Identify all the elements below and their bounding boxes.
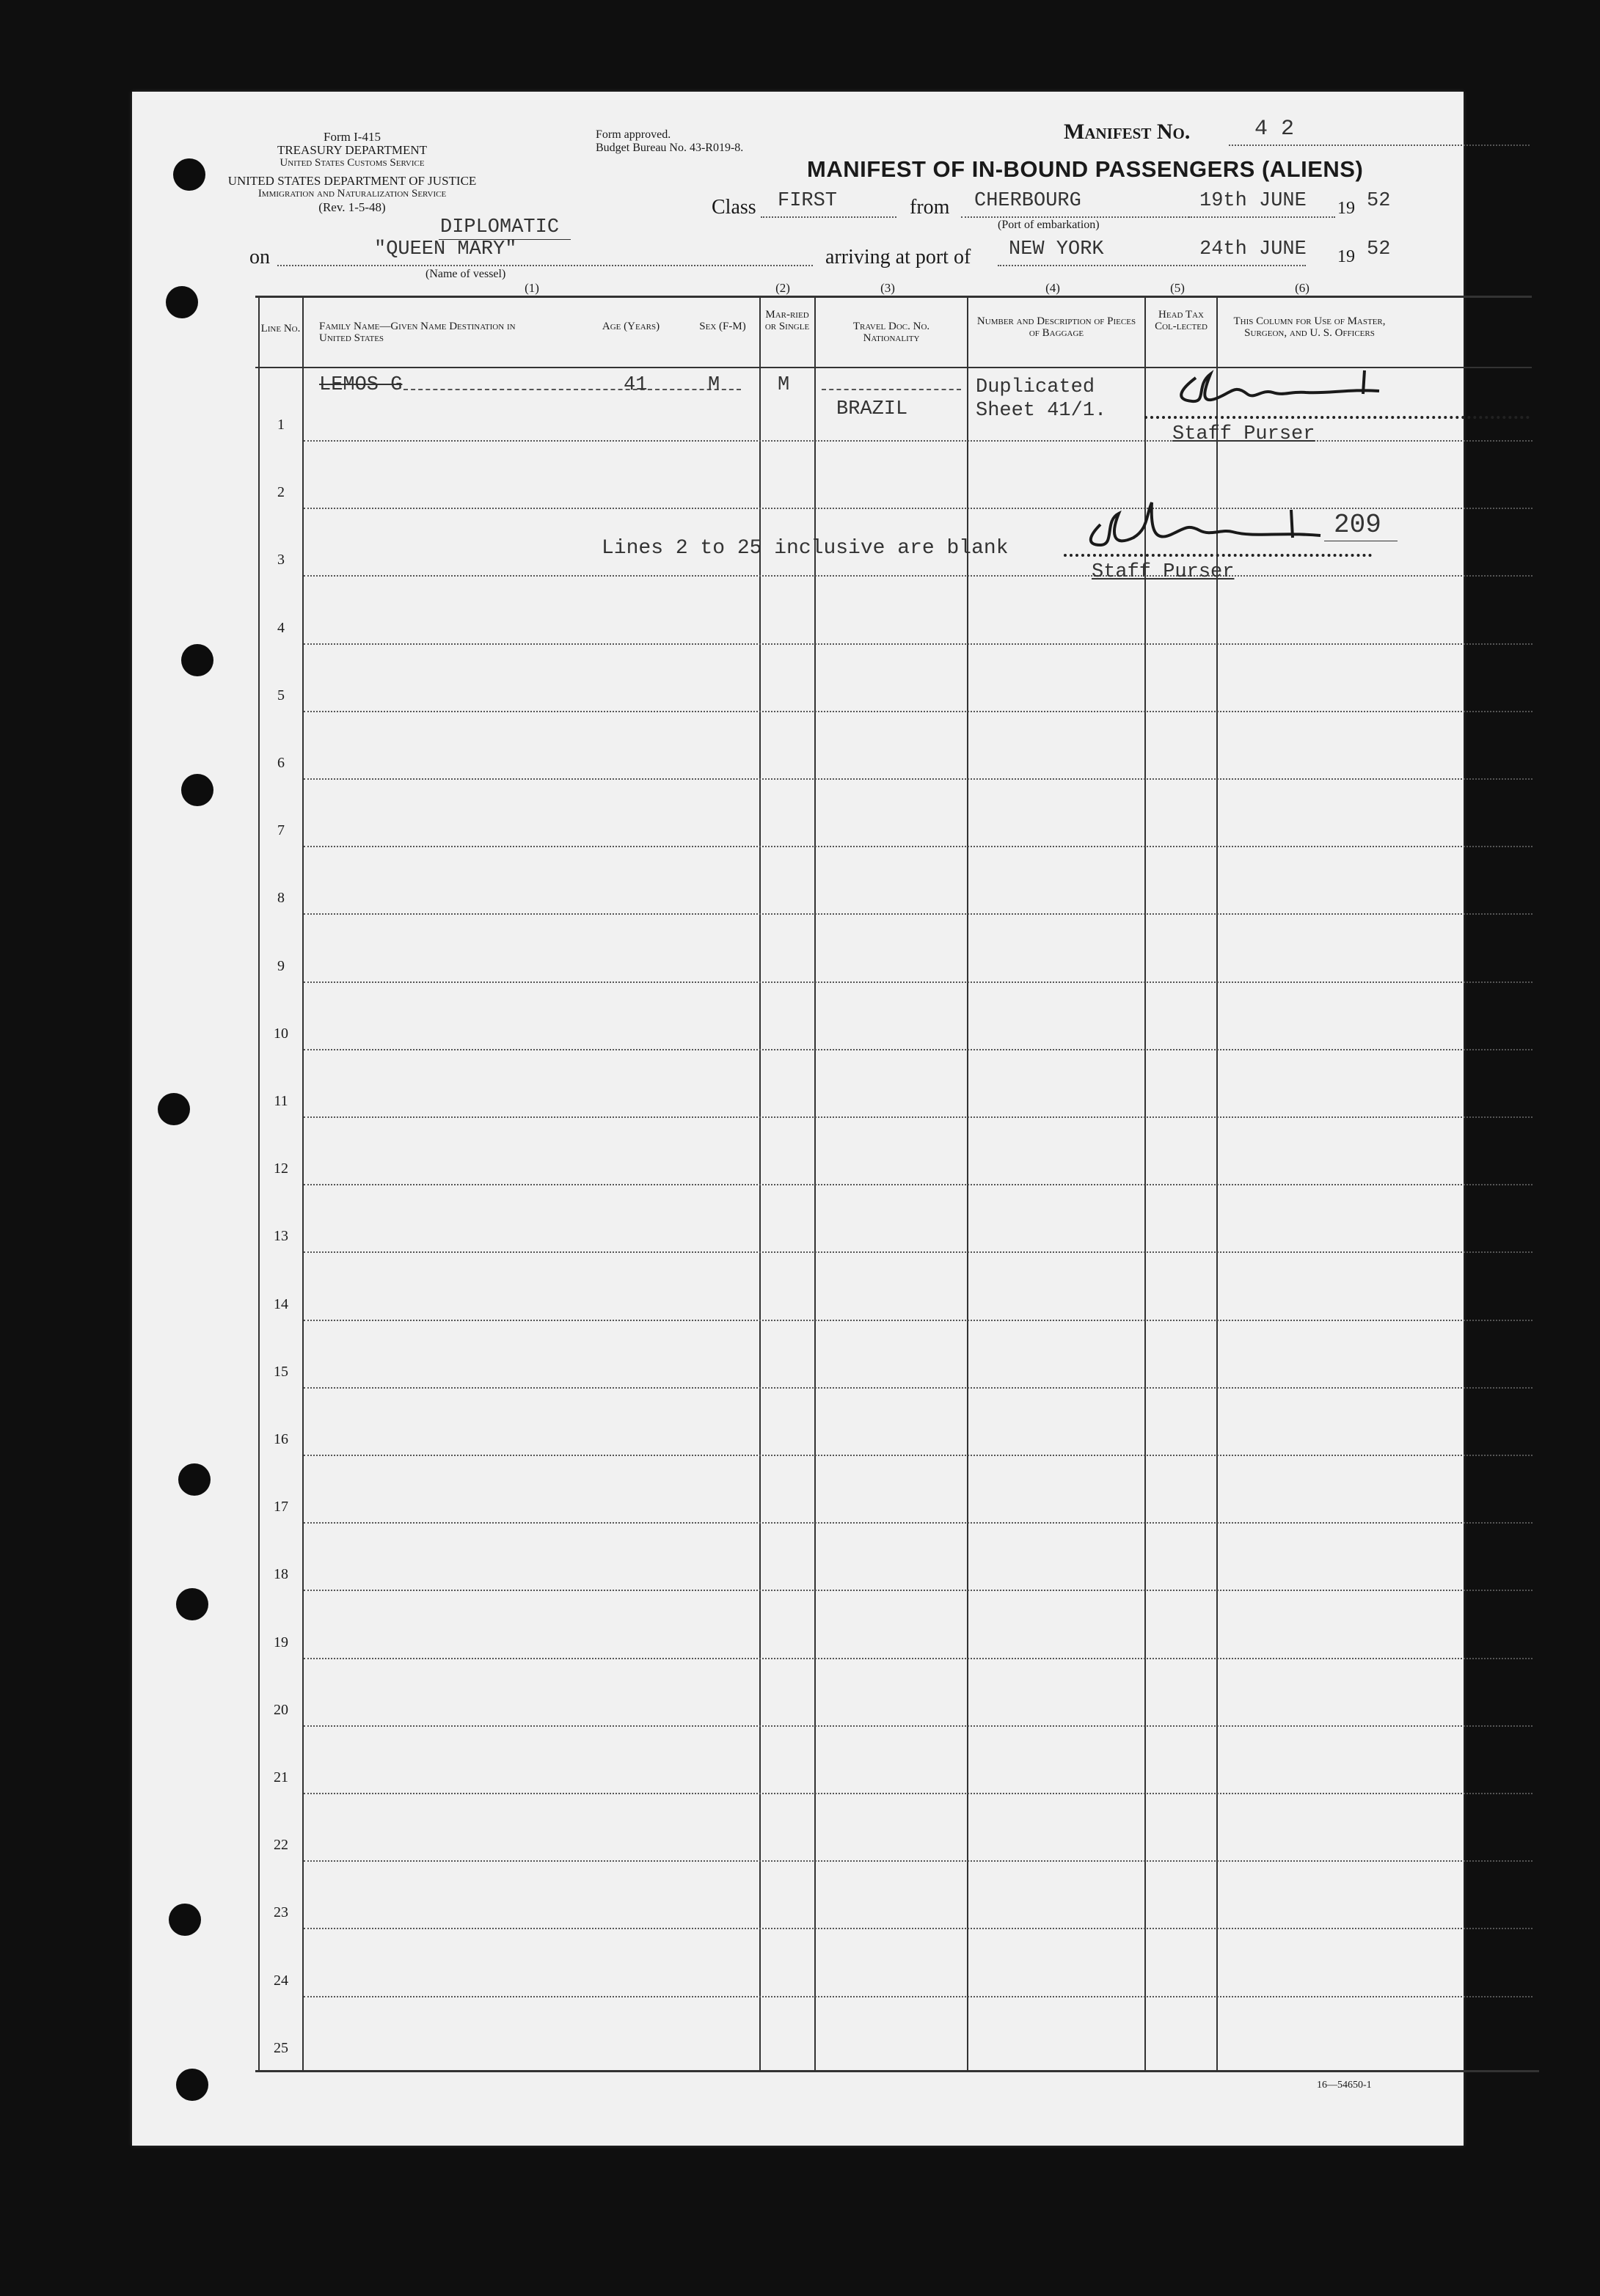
row-number: 24 (274, 1972, 288, 1989)
entry-name: LEMOS G (319, 374, 403, 396)
row-line (304, 913, 1533, 915)
col-num-6: (6) (1295, 281, 1309, 295)
depart-year: 52 (1367, 190, 1391, 212)
revision: (Rev. 1-5-48) (318, 200, 386, 214)
row-number: 13 (274, 1228, 288, 1245)
row-number: 18 (274, 1566, 288, 1583)
col-num-1: (1) (525, 281, 539, 295)
row-number: 4 (277, 619, 285, 636)
col-num-2: (2) (775, 281, 790, 295)
on-label: on (249, 246, 270, 268)
form-approved: Form approved. Budget Bureau No. 43-R019-8. (596, 128, 744, 154)
entry-age: 41 (624, 374, 648, 396)
row-number: 8 (277, 890, 285, 907)
entry-staff-purser: Staff Purser (1172, 423, 1315, 445)
entry-nationality: BRAZIL (836, 398, 908, 420)
row-number: 7 (277, 822, 285, 839)
row-line (304, 643, 1533, 645)
embark-caption: (Port of embarkation) (998, 219, 1100, 231)
customs-service: United States Customs Service (280, 157, 425, 169)
row-line (304, 1184, 1533, 1185)
row-number: 23 (274, 1904, 288, 1921)
row-line (304, 1387, 1533, 1389)
binder-hole (176, 2069, 208, 2101)
row-line (304, 846, 1533, 847)
row-number: 11 (274, 1093, 288, 1109)
binder-hole (181, 774, 213, 806)
diplomatic-stamp: DIPLOMATIC (440, 216, 560, 238)
row-line (304, 1320, 1533, 1321)
row-line (304, 1793, 1533, 1794)
col-num-5: (5) (1170, 281, 1185, 295)
row-number: 14 (274, 1295, 288, 1312)
row-number: 9 (277, 957, 285, 974)
row-number: 5 (277, 687, 285, 703)
manifest-label: Manifest No. (1064, 120, 1191, 144)
row-line (304, 1996, 1533, 1997)
binder-hole (166, 286, 198, 318)
row-number: 16 (274, 1431, 288, 1447)
form-number: Form I-415 (324, 130, 381, 144)
binder-hole (181, 644, 213, 676)
treasury-dept: TREASURY DEPARTMENT (277, 143, 428, 157)
from-label: from (910, 196, 950, 219)
col-num-4: (4) (1045, 281, 1060, 295)
row-line (304, 1928, 1533, 1929)
vessel-name: "QUEEN MARY" (374, 238, 517, 260)
arrival-century: 19 (1337, 247, 1355, 266)
row-number: 10 (274, 1025, 288, 1042)
row-number: 25 (274, 2039, 288, 2056)
hdr-married: Mar-ried or Single (764, 309, 810, 332)
manifest-number: 4 2 (1254, 117, 1295, 142)
depart-century: 19 (1337, 199, 1355, 218)
row-line (304, 1725, 1533, 1727)
arrival-year: 52 (1367, 238, 1391, 260)
hdr-officers: This Column for Use of Master, Surgeon, and U. S. Officers (1233, 315, 1386, 339)
hdr-line-no: Line No. (260, 323, 301, 334)
arrival-date: 24th JUNE (1199, 238, 1307, 260)
class-label: Class (712, 196, 756, 219)
hdr-baggage: Number and Description of Pieces of Baggage (976, 315, 1136, 339)
entry-sex: M (708, 374, 720, 396)
row-line (304, 1522, 1533, 1524)
justice-dept: UNITED STATES DEPARTMENT OF JUSTICE (227, 174, 477, 188)
row-number: 6 (277, 755, 285, 771)
embark-port: CHERBOURG (974, 190, 1081, 212)
binder-hole (173, 158, 205, 191)
entry-married: M (778, 374, 790, 396)
hdr-travel: Travel Doc. No. Nationality (852, 321, 930, 344)
class-value: FIRST (778, 190, 838, 212)
row-number: 20 (274, 1701, 288, 1718)
row-number: 22 (274, 1837, 288, 1854)
row-number: 2 (277, 484, 285, 501)
row-number: 3 (277, 552, 285, 568)
entry-baggage-1: Duplicated (976, 376, 1095, 398)
row-line (304, 1049, 1533, 1050)
row-line (304, 440, 1533, 442)
row-line (304, 1455, 1533, 1456)
row-number: 17 (274, 1499, 288, 1516)
page-title: MANIFEST OF IN-BOUND PASSENGERS (ALIENS) (807, 156, 1364, 182)
row-line (304, 711, 1533, 712)
row-line (304, 981, 1533, 983)
hdr-headtax: Head Tax Col-lected (1155, 309, 1208, 332)
col-num-3: (3) (880, 281, 895, 295)
form-code: 16—54650-1 (1317, 2080, 1372, 2091)
row-number: 19 (274, 1634, 288, 1650)
row-line (304, 1860, 1533, 1862)
row-line (304, 1658, 1533, 1659)
row-number: 21 (274, 1769, 288, 1785)
entry-baggage-2: Sheet 41/1. (976, 400, 1107, 422)
blank-lines-note: Lines 2 to 25 inclusive are blank (602, 537, 1009, 560)
binder-hole (176, 1588, 208, 1620)
immigration-service: Immigration and Naturalization Service (257, 188, 447, 200)
depart-date: 19th JUNE (1199, 190, 1307, 212)
arrival-port: NEW YORK (1009, 238, 1104, 260)
row-line (304, 575, 1533, 577)
row-line (304, 1116, 1533, 1118)
hdr-name: Family Name—Given Name Destination in United States (319, 321, 516, 344)
hdr-age: Age (Years) (602, 321, 660, 332)
row-line (304, 1590, 1533, 1591)
note-staff-purser: Staff Purser (1092, 561, 1235, 583)
binder-hole (158, 1093, 190, 1125)
arriving-label: arriving at port of (825, 246, 971, 268)
manifest-page (132, 92, 1464, 2146)
hdr-sex: Sex (F-M) (699, 321, 746, 332)
vessel-caption: (Name of vessel) (425, 268, 506, 280)
note-number: 209 (1334, 510, 1381, 540)
row-number: 12 (274, 1160, 288, 1177)
row-line (304, 1251, 1533, 1253)
binder-hole (169, 1904, 201, 1936)
signature-2 (1078, 480, 1357, 565)
row-number: 1 (277, 417, 285, 433)
row-line (304, 778, 1533, 780)
binder-hole (178, 1463, 211, 1496)
row-number: 15 (274, 1363, 288, 1380)
signature-1 (1166, 356, 1409, 425)
